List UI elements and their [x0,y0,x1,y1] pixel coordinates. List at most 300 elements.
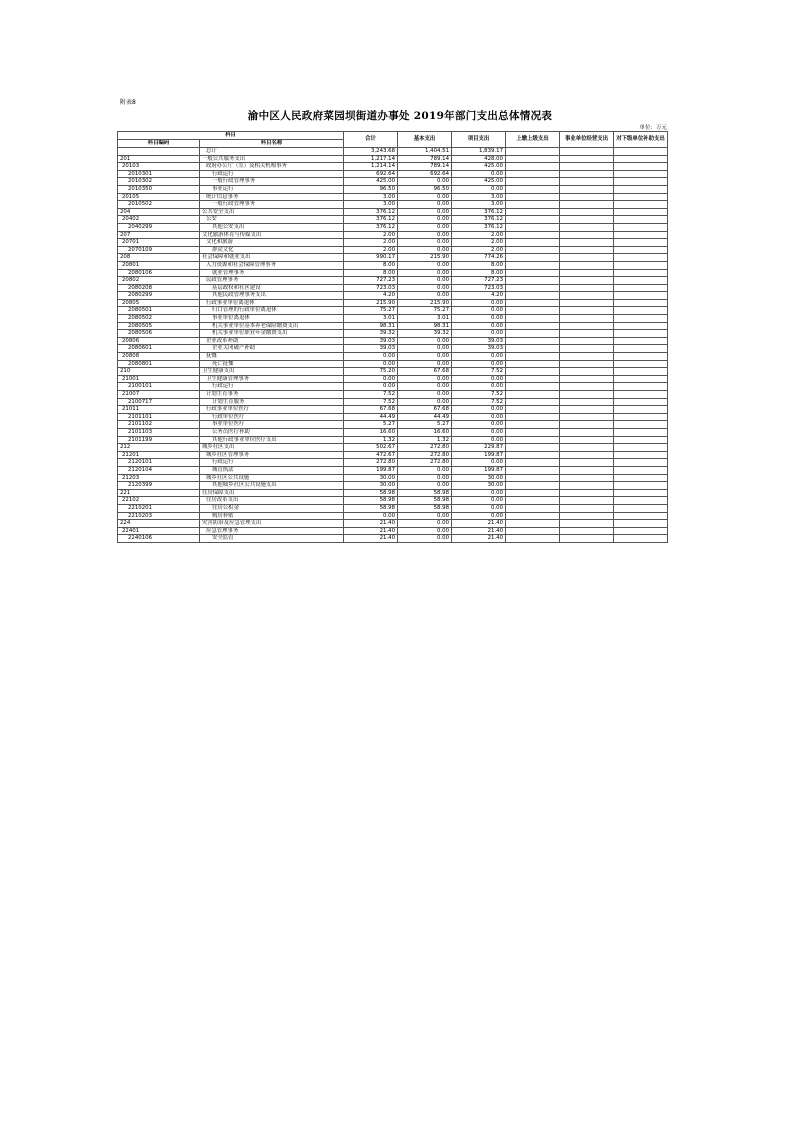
cell-basic: 789.14 [398,155,452,163]
cell-enterprise [560,527,614,535]
table-row [118,330,668,338]
cell-pay-to-higher [506,322,560,330]
table-row [118,459,668,467]
cell-subsidy-lower [614,428,668,436]
cell-pay-to-higher [506,436,560,444]
cell-basic: 67.68 [398,406,452,414]
cell-code: 210 [118,368,200,376]
cell-project: 0.00 [452,512,506,520]
cell-code: 207 [118,231,200,239]
cell-subsidy-lower [614,466,668,474]
cell-pay-to-higher [506,504,560,512]
cell-code: 2010302 [118,178,200,186]
expenditure-table [117,131,668,543]
cell-project: 727.23 [452,277,506,285]
unit-label: 单位：万元 [639,125,667,131]
cell-basic: 0.00 [398,269,452,277]
cell-project: 0.00 [452,489,506,497]
cell-basic: 272.80 [398,444,452,452]
table-body [118,148,668,543]
cell-enterprise [560,421,614,429]
cell-project: 21.40 [452,535,506,543]
cell-name: 其他民政管理事务支出 [200,292,344,300]
cell-basic: 16.60 [398,428,452,436]
cell-code: 20701 [118,239,200,247]
cell-subsidy-lower [614,421,668,429]
cell-basic: 0.00 [398,216,452,224]
cell-subsidy-lower [614,185,668,193]
cell-pay-to-higher [506,520,560,528]
cell-total: 30.00 [344,474,398,482]
cell-total: 58.98 [344,489,398,497]
cell-subsidy-lower [614,315,668,323]
cell-subsidy-lower [614,520,668,528]
cell-project: 0.00 [452,360,506,368]
cell-name: 公安 [200,216,344,224]
cell-project: 376.12 [452,223,506,231]
cell-basic: 44.49 [398,413,452,421]
cell-total: 98.31 [344,322,398,330]
cell-basic: 96.50 [398,185,452,193]
cell-project: 7.52 [452,398,506,406]
cell-project: 21.40 [452,520,506,528]
cell-code: 21007 [118,391,200,399]
cell-subsidy-lower [614,368,668,376]
cell-enterprise [560,277,614,285]
cell-code: 2040299 [118,223,200,231]
cell-pay-to-higher [506,406,560,414]
cell-pay-to-higher [506,246,560,254]
cell-subsidy-lower [614,504,668,512]
cell-subsidy-lower [614,535,668,543]
cell-total: 1,217.14 [344,155,398,163]
table-row [118,527,668,535]
cell-basic: 0.00 [398,375,452,383]
cell-basic: 0.00 [398,466,452,474]
cell-pay-to-higher [506,269,560,277]
cell-name: 企业关闭破产补助 [200,345,344,353]
table-row [118,368,668,376]
cell-enterprise [560,193,614,201]
header-subject: 科目 [118,132,344,140]
cell-pay-to-higher [506,398,560,406]
cell-pay-to-higher [506,451,560,459]
cell-total: 5.27 [344,421,398,429]
cell-subsidy-lower [614,345,668,353]
cell-basic: 215.90 [398,299,452,307]
cell-project: 229.87 [452,444,506,452]
cell-pay-to-higher [506,208,560,216]
cell-total: 692.64 [344,170,398,178]
cell-pay-to-higher [506,413,560,421]
cell-code: 2010502 [118,201,200,209]
cell-enterprise [560,292,614,300]
cell-total: 30.00 [344,482,398,490]
cell-code: 2101102 [118,421,200,429]
cell-name: 民政管理事务 [200,277,344,285]
cell-name: 群众文化 [200,246,344,254]
cell-code: 2080801 [118,360,200,368]
cell-name: 行政运行 [200,459,344,467]
cell-pay-to-higher [506,315,560,323]
cell-code: 2010301 [118,170,200,178]
cell-code: 212 [118,444,200,452]
cell-enterprise [560,398,614,406]
cell-pay-to-higher [506,307,560,315]
cell-total: 8.00 [344,269,398,277]
cell-enterprise [560,239,614,247]
cell-code: 2080506 [118,330,200,338]
cell-code: 2080601 [118,345,200,353]
table-row [118,391,668,399]
cell-code: 208 [118,254,200,262]
cell-code: 201 [118,155,200,163]
cell-name: 城乡社区公共设施 [200,474,344,482]
cell-total: 21.40 [344,520,398,528]
cell-basic: 0.00 [398,337,452,345]
cell-name: 事业单位医疗 [200,421,344,429]
cell-pay-to-higher [506,299,560,307]
cell-project: 0.00 [452,406,506,414]
cell-total: 75.20 [344,368,398,376]
cell-project: 0.00 [452,436,506,444]
cell-enterprise [560,231,614,239]
cell-subsidy-lower [614,239,668,247]
cell-subsidy-lower [614,512,668,520]
cell-project: 8.00 [452,261,506,269]
cell-code: 20801 [118,261,200,269]
cell-code: 20105 [118,193,200,201]
cell-enterprise [560,223,614,231]
cell-total: 199.87 [344,466,398,474]
cell-code: 2120101 [118,459,200,467]
cell-pay-to-higher [506,185,560,193]
cell-name: 城乡社区支出 [200,444,344,452]
header-enterprise: 事业单位经营支出 [560,132,614,148]
cell-name: 其他公安支出 [200,223,344,231]
table-row [118,239,668,247]
cell-total: 376.12 [344,208,398,216]
cell-total: 39.32 [344,330,398,338]
cell-project: 0.00 [452,353,506,361]
cell-total: 39.03 [344,337,398,345]
cell-total: 67.68 [344,406,398,414]
cell-total: 472.67 [344,451,398,459]
cell-name: 公共安全支出 [200,208,344,216]
table-row [118,246,668,254]
cell-project: 7.52 [452,368,506,376]
cell-project: 0.00 [452,504,506,512]
cell-pay-to-higher [506,254,560,262]
cell-basic: 0.00 [398,284,452,292]
cell-code: 2210203 [118,512,200,520]
cell-basic: 0.00 [398,193,452,201]
cell-enterprise [560,170,614,178]
cell-enterprise [560,489,614,497]
cell-code: 22102 [118,497,200,505]
cell-basic: 0.00 [398,474,452,482]
cell-name: 灾害防治及应急管理支出 [200,520,344,528]
cell-basic: 0.00 [398,512,452,520]
cell-code: 21011 [118,406,200,414]
cell-total: 3.01 [344,315,398,323]
cell-subsidy-lower [614,284,668,292]
cell-code: 2210201 [118,504,200,512]
cell-code: 2240106 [118,535,200,543]
cell-project: 0.00 [452,185,506,193]
table-row [118,504,668,512]
cell-subsidy-lower [614,391,668,399]
cell-basic: 0.00 [398,277,452,285]
cell-subsidy-lower [614,148,668,156]
cell-enterprise [560,360,614,368]
cell-total: 1,214.14 [344,163,398,171]
table-row [118,261,668,269]
table-row [118,216,668,224]
cell-code: 20806 [118,337,200,345]
cell-basic: 1,404.51 [398,148,452,156]
cell-pay-to-higher [506,383,560,391]
cell-basic: 215.90 [398,254,452,262]
cell-enterprise [560,459,614,467]
cell-name: 总计 [200,148,344,156]
cell-basic: 0.00 [398,353,452,361]
cell-basic: 0.00 [398,482,452,490]
cell-code: 2080106 [118,269,200,277]
table-row [118,337,668,345]
cell-basic: 75.27 [398,307,452,315]
cell-name: 其他行政事业单位医疗支出 [200,436,344,444]
cell-project: 199.87 [452,451,506,459]
cell-project: 0.00 [452,170,506,178]
table-row [118,466,668,474]
cell-enterprise [560,261,614,269]
cell-name: 安全监管 [200,535,344,543]
cell-pay-to-higher [506,497,560,505]
cell-total: 8.00 [344,261,398,269]
table-row [118,520,668,528]
cell-name: 人力资源和社会保障管理事务 [200,261,344,269]
table-row [118,375,668,383]
cell-code: 20805 [118,299,200,307]
cell-total: 3.00 [344,201,398,209]
cell-project: 21.40 [452,527,506,535]
cell-name: 机关事业单位基本养老保险缴费支出 [200,322,344,330]
table-row [118,307,668,315]
cell-name: 行政事业单位离退休 [200,299,344,307]
table-row [118,451,668,459]
cell-total: 272.80 [344,459,398,467]
cell-total: 0.00 [344,512,398,520]
table-row [118,512,668,520]
header-name: 科目名称 [200,140,344,148]
cell-subsidy-lower [614,178,668,186]
cell-total: 723.03 [344,284,398,292]
cell-project: 0.00 [452,330,506,338]
table-row [118,345,668,353]
table-row [118,353,668,361]
cell-pay-to-higher [506,170,560,178]
cell-subsidy-lower [614,360,668,368]
cell-pay-to-higher [506,444,560,452]
cell-code: 2080505 [118,322,200,330]
cell-enterprise [560,444,614,452]
cell-name: 城乡社区管理事务 [200,451,344,459]
cell-pay-to-higher [506,421,560,429]
cell-subsidy-lower [614,474,668,482]
cell-pay-to-higher [506,368,560,376]
cell-project: 0.00 [452,497,506,505]
cell-code: 2080501 [118,307,200,315]
cell-total: 21.40 [344,535,398,543]
cell-project: 7.52 [452,391,506,399]
cell-pay-to-higher [506,292,560,300]
cell-pay-to-higher [506,527,560,535]
cell-name: 归口管理的行政单位离退休 [200,307,344,315]
cell-pay-to-higher [506,482,560,490]
cell-enterprise [560,436,614,444]
cell-code: 2080502 [118,315,200,323]
cell-project: 0.00 [452,428,506,436]
cell-enterprise [560,512,614,520]
cell-name: 行政单位医疗 [200,413,344,421]
cell-basic: 39.32 [398,330,452,338]
cell-project: 39.03 [452,337,506,345]
cell-pay-to-higher [506,223,560,231]
cell-code: 2100101 [118,383,200,391]
cell-basic: 1.32 [398,436,452,444]
cell-total: 58.98 [344,497,398,505]
cell-basic: 0.00 [398,261,452,269]
cell-name: 企业改革补助 [200,337,344,345]
cell-pay-to-higher [506,277,560,285]
cell-total: 727.23 [344,277,398,285]
cell-pay-to-higher [506,330,560,338]
cell-pay-to-higher [506,428,560,436]
cell-pay-to-higher [506,155,560,163]
header-total: 合计 [344,132,398,148]
cell-subsidy-lower [614,436,668,444]
cell-code: 224 [118,520,200,528]
cell-subsidy-lower [614,353,668,361]
cell-subsidy-lower [614,277,668,285]
table-row [118,148,668,156]
table-row [118,223,668,231]
cell-basic: 3.01 [398,315,452,323]
cell-name: 住房保障支出 [200,489,344,497]
cell-pay-to-higher [506,345,560,353]
cell-project: 0.00 [452,459,506,467]
cell-code: 20802 [118,277,200,285]
cell-subsidy-lower [614,231,668,239]
cell-enterprise [560,322,614,330]
table-row [118,231,668,239]
cell-code: 221 [118,489,200,497]
attachment-label: 附表8 [120,99,136,106]
cell-enterprise [560,254,614,262]
cell-project: 376.12 [452,216,506,224]
cell-total: 1.32 [344,436,398,444]
cell-project: 774.26 [452,254,506,262]
cell-basic: 0.00 [398,391,452,399]
cell-basic: 0.00 [398,398,452,406]
cell-subsidy-lower [614,451,668,459]
cell-basic: 0.00 [398,208,452,216]
table-row [118,421,668,429]
table-row [118,163,668,171]
cell-enterprise [560,535,614,543]
cell-enterprise [560,330,614,338]
cell-pay-to-higher [506,391,560,399]
cell-total: 7.52 [344,391,398,399]
cell-name: 社会保障和就业支出 [200,254,344,262]
cell-basic: 0.00 [398,178,452,186]
cell-name: 死亡抚恤 [200,360,344,368]
cell-total: 2.00 [344,239,398,247]
cell-name: 购房补贴 [200,512,344,520]
cell-code: 2101101 [118,413,200,421]
cell-pay-to-higher [506,163,560,171]
cell-project: 428.00 [452,155,506,163]
cell-project: 425.00 [452,163,506,171]
cell-enterprise [560,201,614,209]
cell-total: 96.50 [344,185,398,193]
table-row [118,428,668,436]
cell-subsidy-lower [614,497,668,505]
cell-total: 0.00 [344,375,398,383]
cell-project: 3.00 [452,193,506,201]
cell-subsidy-lower [614,163,668,171]
cell-pay-to-higher [506,466,560,474]
cell-total: 2.00 [344,231,398,239]
cell-code: 2010350 [118,185,200,193]
table-row [118,185,668,193]
cell-total: 4.20 [344,292,398,300]
cell-code: 21201 [118,451,200,459]
cell-basic: 0.00 [398,383,452,391]
cell-enterprise [560,269,614,277]
cell-pay-to-higher [506,375,560,383]
cell-code: 2080208 [118,284,200,292]
cell-enterprise [560,482,614,490]
cell-name: 政府办公厅（室）及相关机构事务 [200,163,344,171]
table-row [118,406,668,414]
table-row [118,360,668,368]
cell-project: 30.00 [452,482,506,490]
table-row [118,497,668,505]
cell-name: 机关事业单位职业年金缴费支出 [200,330,344,338]
table-row [118,413,668,421]
cell-project: 0.00 [452,299,506,307]
table-row [118,383,668,391]
cell-total: 2.00 [344,246,398,254]
cell-enterprise [560,406,614,414]
table-row [118,292,668,300]
cell-basic: 0.00 [398,520,452,528]
table-row [118,208,668,216]
cell-name: 一般行政管理事务 [200,178,344,186]
cell-subsidy-lower [614,254,668,262]
cell-pay-to-higher [506,148,560,156]
cell-project: 0.00 [452,322,506,330]
cell-project: 0.00 [452,413,506,421]
cell-enterprise [560,413,614,421]
cell-subsidy-lower [614,330,668,338]
cell-name: 行政运行 [200,383,344,391]
table-row [118,474,668,482]
cell-subsidy-lower [614,482,668,490]
cell-code: 2070109 [118,246,200,254]
